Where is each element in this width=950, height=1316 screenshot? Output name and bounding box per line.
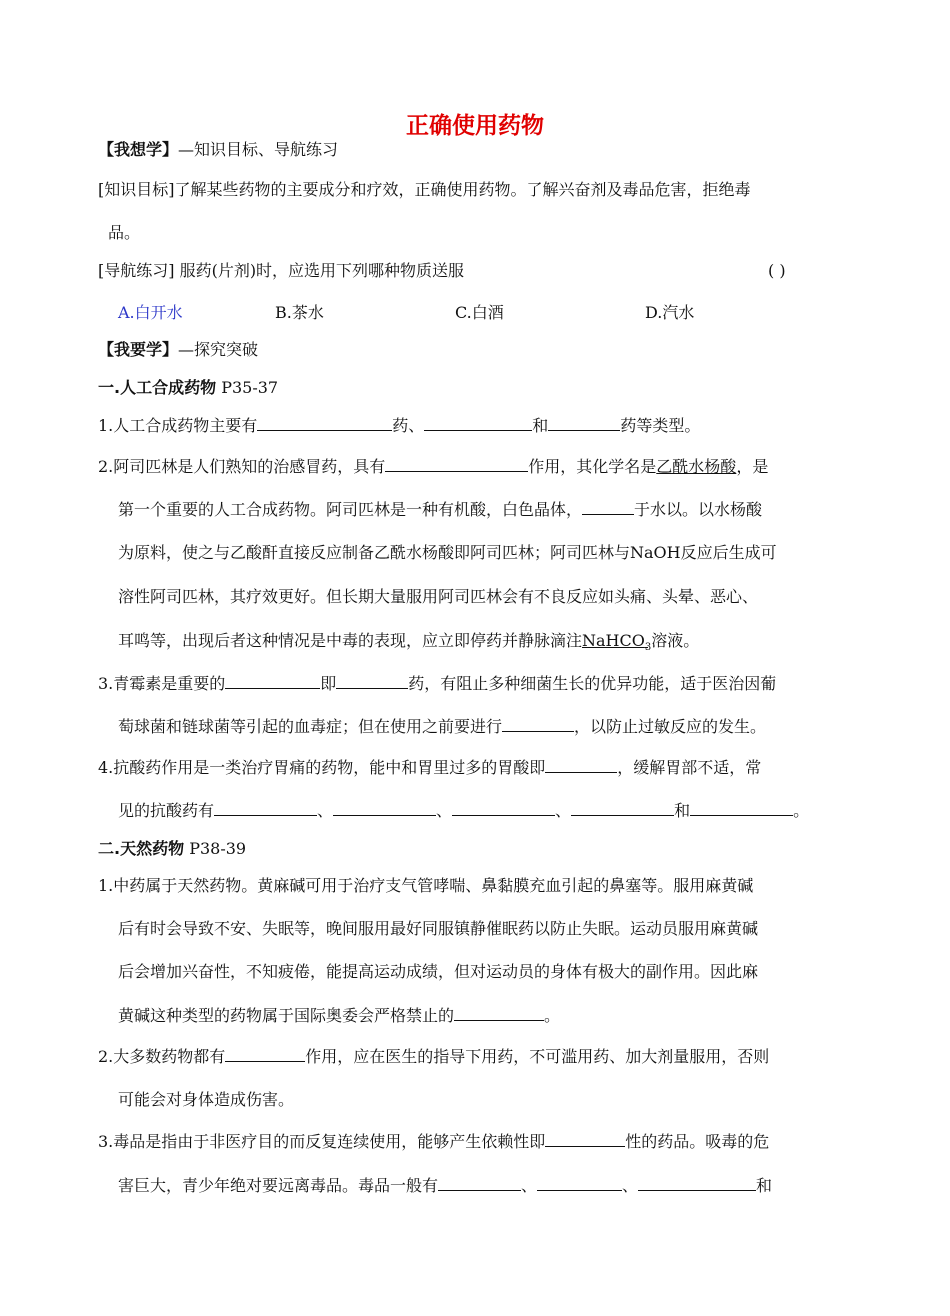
question-1-3: 3.青霉素是重要的 即 药，有阻止多种细菌生长的优异功能，适于医治因葡 (98, 674, 777, 693)
question-2-1-line2: 后有时会导致不安、失眠等，晚间服用最好同服镇静催眠药以防止失眠。运动员服用麻黄碱 (118, 919, 759, 938)
question-1-2-line2: 第一个重要的人工合成药物。阿司匹林是一种有机酸，白色晶体， 于水以。以水杨酸 (118, 500, 763, 519)
question-1-2-line3: 为原料，使之与乙酸酐直接反应制备乙酰水杨酸即阿司匹林；阿司匹林与NaOH反应后生成可 (118, 543, 777, 562)
section-1-heading: 一.人工合成药物 P35-37 (98, 378, 279, 397)
fill-blank (545, 757, 617, 773)
option-d: D.汽水 (645, 303, 695, 322)
option-c: C.白酒 (455, 303, 504, 322)
question-2-1: 1.中药属于天然药物。黄麻碱可用于治疗支气管哮喘、鼻黏膜充血引起的鼻塞等。服用麻黄碱 (98, 876, 754, 895)
fill-blank (571, 800, 674, 816)
knowledge-goal: [知识目标]了解某些药物的主要成分和疗效，正确使用药物。了解兴奋剂及毒品危害，拒绝毒 (98, 180, 751, 199)
question-2-3-line2: 害巨大，青少年绝对要远离毒品。毒品一般有 、 、 和 (118, 1176, 773, 1195)
fill-blank (424, 415, 532, 431)
section-header-learn: 【我想学】—知识目标、导航练习 (98, 140, 339, 159)
question-2-2: 2.大多数药物都有 作用，应在医生的指导下用药，不可滥用药、加大剂量服用，否则 (98, 1047, 770, 1066)
fill-blank (225, 1046, 305, 1062)
question-1-1: 1.人工合成药物主要有 药、 和 药等类型。 (98, 416, 701, 435)
option-a: A.白开水 (118, 303, 183, 322)
fill-blank (225, 673, 320, 689)
question-2-1-line3: 后会增加兴奋性，不知疲倦，能提高运动成绩，但对运动员的身体有极大的副作用。因此麻 (118, 962, 759, 981)
fill-blank (502, 716, 574, 732)
page-title: 正确使用药物 (406, 113, 544, 139)
question-1-2-line5: 耳鸣等，出现后者这种情况是中毒的表现，应立即停药并静脉滴注NaHCO$_3$溶液。 (118, 631, 700, 654)
question-2-1-line4: 黄碱这种类型的药物属于国际奥委会严格禁止的 。 (118, 1006, 561, 1025)
section-header-explore: 【我要学】—探究突破 (98, 340, 259, 359)
question-1-2-line4: 溶性阿司匹林，其疗效更好。但长期大量服用阿司匹林会有不良反应如头痛、头晕、恶心、 (118, 587, 759, 606)
fill-blank (537, 1175, 622, 1191)
section-2-heading: 二.天然药物 P38-39 (98, 839, 247, 858)
fill-blank (333, 800, 436, 816)
answer-paren: ( ) (768, 261, 786, 280)
option-b: B.茶水 (275, 303, 324, 322)
question-1-4: 4.抗酸药作用是一类治疗胃痛的药物，能中和胃里过多的胃酸即 ，缓解胃部不适，常 (98, 758, 762, 777)
fill-blank (548, 415, 620, 431)
fill-blank (582, 499, 634, 515)
question-2-3: 3.毒品是指由于非医疗目的而反复连续使用，能够产生依赖性即 性的药品。吸毒的危 (98, 1132, 770, 1151)
fill-blank (454, 1005, 544, 1021)
fill-blank (638, 1175, 756, 1191)
fill-blank (336, 673, 408, 689)
fill-blank (690, 800, 793, 816)
fill-blank (452, 800, 555, 816)
question-1-4-line2: 见的抗酸药有 、 、 、 和 。 (118, 801, 810, 820)
fill-blank (545, 1131, 625, 1147)
question-1-3-line2: 萄球菌和链球菌等引起的血毒症；但在使用之前要进行 ，以防止过敏反应的发生。 (118, 717, 767, 736)
fill-blank (214, 800, 317, 816)
fill-blank (385, 456, 528, 472)
knowledge-goal-cont: 品。 (108, 223, 141, 242)
question-1-2: 2.阿司匹林是人们熟知的治感冒药，具有 作用，其化学名是乙酰水杨酸，是 (98, 457, 769, 476)
question-2-2-line2: 可能会对身体造成伤害。 (118, 1090, 295, 1109)
fill-blank (257, 415, 392, 431)
nav-question: [导航练习] 服药(片剂)时，应选用下列哪种物质送服 (98, 261, 465, 280)
fill-blank (438, 1175, 521, 1191)
